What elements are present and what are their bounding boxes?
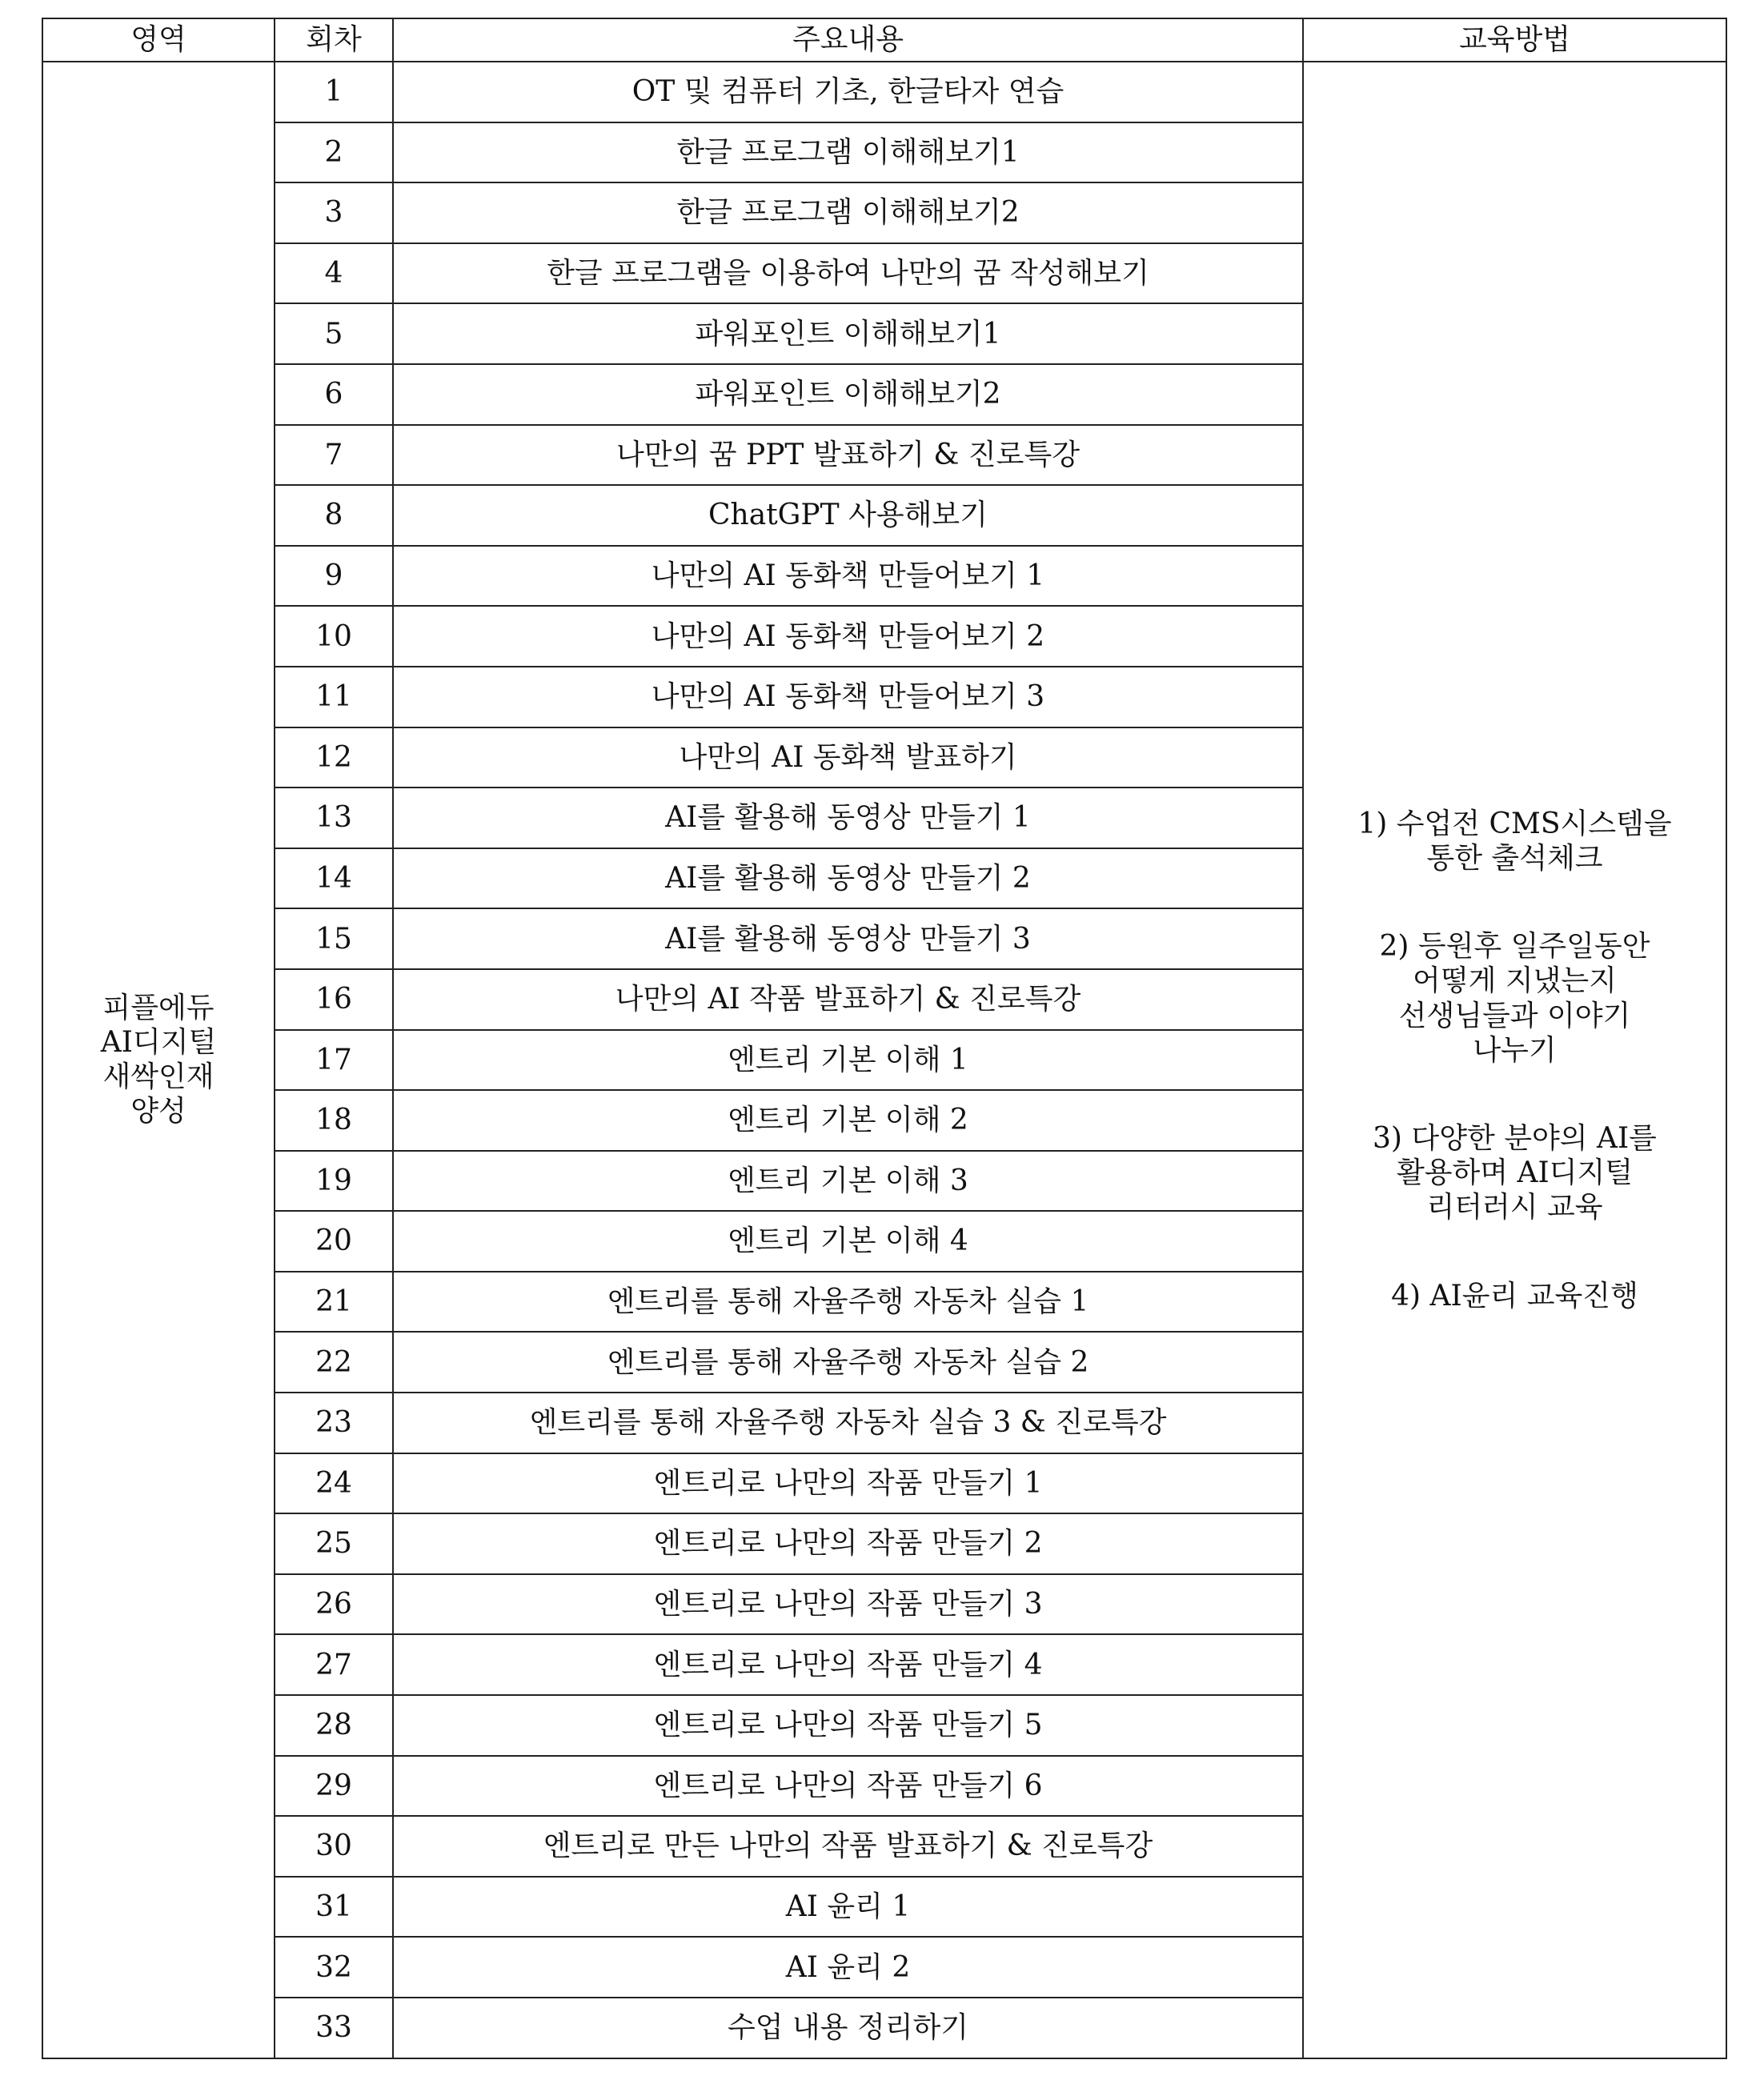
method-cell [1303, 62, 1726, 2058]
session-cell: 7 [275, 425, 393, 486]
session-cell: 32 [275, 1937, 393, 1998]
content-cell: ChatGPT 사용해보기 [393, 485, 1303, 546]
session-cell: 2 [275, 122, 393, 183]
area-line: 피플에듀 [102, 991, 214, 1024]
content-cell: 엔트리 기본 이해 4 [393, 1211, 1303, 1272]
content-cell: 나만의 AI 작품 발표하기 & 진로특강 [393, 969, 1303, 1030]
session-cell: 13 [275, 788, 393, 848]
content-cell: AI를 활용해 동영상 만들기 2 [393, 848, 1303, 909]
content-cell: 엔트리를 통해 자율주행 자동차 실습 2 [393, 1332, 1303, 1393]
method-line: 어떻게 지냈는지 [1413, 964, 1617, 998]
content-cell: 나만의 AI 동화책 만들어보기 2 [393, 606, 1303, 667]
content-cell: 한글 프로그램을 이용하여 나만의 꿈 작성해보기 [393, 243, 1303, 304]
session-cell: 11 [275, 667, 393, 727]
session-cell: 14 [275, 848, 393, 909]
curriculum-table [42, 18, 1727, 2059]
content-cell: 나만의 꿈 PPT 발표하기 & 진로특강 [393, 425, 1303, 486]
session-cell: 10 [275, 606, 393, 667]
session-cell: 28 [275, 1695, 393, 1756]
content-cell: AI를 활용해 동영상 만들기 1 [393, 788, 1303, 848]
content-cell: 엔트리로 나만의 작품 만들기 2 [393, 1513, 1303, 1574]
session-cell: 3 [275, 182, 393, 243]
area-cell [42, 62, 275, 2058]
header-method: 교육방법 [1303, 18, 1726, 62]
content-cell: 나만의 AI 동화책 만들어보기 1 [393, 546, 1303, 607]
method-line: 3) 다양한 분야의 AI를 [1373, 1121, 1657, 1155]
content-cell: 나만의 AI 동화책 발표하기 [393, 727, 1303, 788]
method-item [1304, 1279, 1726, 1313]
session-cell: 20 [275, 1211, 393, 1272]
method-spacer [1304, 1225, 1726, 1279]
content-cell: 나만의 AI 동화책 만들어보기 3 [393, 667, 1303, 727]
method-item [1304, 929, 1726, 1068]
session-cell: 22 [275, 1332, 393, 1393]
session-cell: 25 [275, 1513, 393, 1574]
session-cell: 27 [275, 1634, 393, 1695]
session-cell: 12 [275, 727, 393, 788]
session-cell: 31 [275, 1877, 393, 1938]
content-cell: 파워포인트 이해해보기2 [393, 364, 1303, 425]
area-line: AI디지털 [100, 1026, 217, 1060]
content-cell: 엔트리로 나만의 작품 만들기 6 [393, 1756, 1303, 1817]
content-cell: 엔트리로 만든 나만의 작품 발표하기 & 진로특강 [393, 1816, 1303, 1877]
content-cell: 엔트리로 나만의 작품 만들기 3 [393, 1574, 1303, 1635]
method-spacer [1304, 1068, 1726, 1121]
method-line: 나누기 [1473, 1033, 1557, 1067]
session-cell: 21 [275, 1272, 393, 1333]
content-cell: 엔트리 기본 이해 3 [393, 1151, 1303, 1212]
method-line: 리터러시 교육 [1426, 1191, 1603, 1224]
session-cell: 4 [275, 243, 393, 304]
area-line: 새싹인재 [102, 1060, 214, 1094]
content-cell: 엔트리를 통해 자율주행 자동차 실습 1 [393, 1272, 1303, 1333]
content-cell: 엔트리로 나만의 작품 만들기 4 [393, 1634, 1303, 1695]
session-cell: 1 [275, 62, 393, 122]
content-cell: OT 및 컴퓨터 기초, 한글타자 연습 [393, 62, 1303, 122]
method-item [1304, 1121, 1726, 1225]
session-cell: 15 [275, 908, 393, 969]
header-session: 회차 [275, 18, 393, 62]
session-cell: 30 [275, 1816, 393, 1877]
content-cell: 파워포인트 이해해보기1 [393, 303, 1303, 364]
session-cell: 33 [275, 1998, 393, 2058]
table-row [42, 62, 1726, 122]
method-line: 활용하며 AI디지털 [1396, 1156, 1634, 1190]
session-cell: 29 [275, 1756, 393, 1817]
method-item [1304, 807, 1726, 876]
method-line: 선생님들과 이야기 [1398, 999, 1631, 1032]
content-cell: 엔트리로 나만의 작품 만들기 1 [393, 1453, 1303, 1514]
session-cell: 5 [275, 303, 393, 364]
content-cell: 엔트리를 통해 자율주행 자동차 실습 3 & 진로특강 [393, 1393, 1303, 1453]
content-cell: 한글 프로그램 이해해보기2 [393, 182, 1303, 243]
method-spacer [1304, 876, 1726, 929]
session-cell: 24 [275, 1453, 393, 1514]
content-cell: AI 윤리 2 [393, 1937, 1303, 1998]
session-cell: 18 [275, 1090, 393, 1151]
method-line: 통한 출석체크 [1426, 842, 1603, 876]
session-cell: 16 [275, 969, 393, 1030]
content-cell: AI 윤리 1 [393, 1877, 1303, 1938]
session-cell: 9 [275, 546, 393, 607]
content-cell: 수업 내용 정리하기 [393, 1998, 1303, 2058]
session-cell: 26 [275, 1574, 393, 1635]
content-cell: 한글 프로그램 이해해보기1 [393, 122, 1303, 183]
session-cell: 8 [275, 485, 393, 546]
content-cell: 엔트리 기본 이해 1 [393, 1030, 1303, 1091]
header-row [42, 18, 1726, 62]
session-cell: 23 [275, 1393, 393, 1453]
session-cell: 19 [275, 1151, 393, 1212]
area-line: 양성 [130, 1095, 186, 1128]
session-cell: 17 [275, 1030, 393, 1091]
header-content: 주요내용 [393, 18, 1303, 62]
session-cell: 6 [275, 364, 393, 425]
method-line: 4) AI윤리 교육진행 [1391, 1279, 1638, 1313]
header-area: 영역 [42, 18, 275, 62]
content-cell: 엔트리 기본 이해 2 [393, 1090, 1303, 1151]
content-cell: 엔트리로 나만의 작품 만들기 5 [393, 1695, 1303, 1756]
content-cell: AI를 활용해 동영상 만들기 3 [393, 908, 1303, 969]
method-line: 1) 수업전 CMS시스템을 [1357, 807, 1672, 840]
method-line: 2) 등원후 일주일동안 [1379, 930, 1650, 964]
